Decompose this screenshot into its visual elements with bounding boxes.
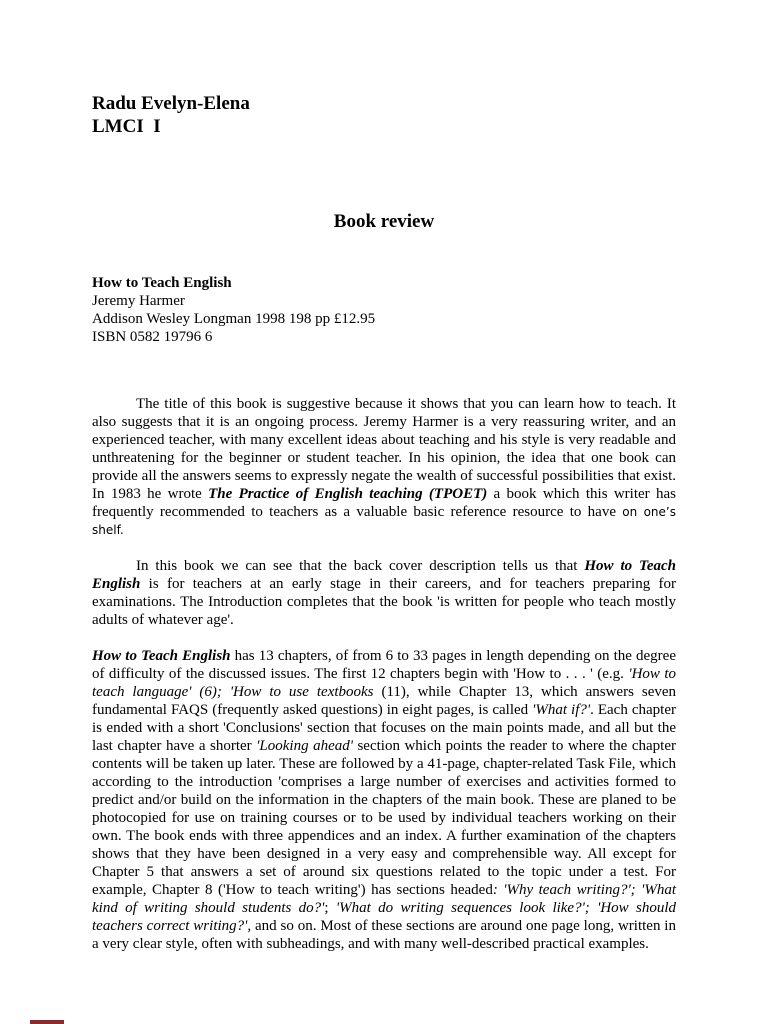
- p3-text-j: ;: [324, 900, 336, 916]
- author-name: Radu Evelyn-Elena: [92, 93, 250, 114]
- p2-book-title: How to Teach English: [92, 558, 676, 592]
- p3-text-f: . Each chapter is ended with a short 'Conclusions' section that focuses on the main points made, and all but the last chapter have a shorter: [92, 702, 676, 754]
- p3-text-i: : 'Why teach writing?'; 'What kind of writing should students do?': [92, 882, 676, 916]
- p3-text-g: 'Looking ahead': [256, 738, 353, 754]
- p3-text-k: 'What do writing sequences look like?'; 'How should teachers correct writing?': [92, 900, 677, 934]
- footer-accent-bar: [30, 1020, 64, 1024]
- book-isbn: ISBN 0582 19796 6: [92, 329, 213, 345]
- p1-text-a: The title of this book is suggestive because it shows that you can learn how to teach. It also suggests that it is an ongoing process. Jeremy Harmer is a very reassuring writer, and an experienced teacher, with many excellent ideas about teaching and his style is very readable and unthreatening for the beginner or student teacher. In his opinion, the idea that one book can provide all the answers seems to expressly negate the wealth of successful possibilities that exist. In 1983 he wrote: [92, 396, 676, 502]
- paragraph-3: [92, 647, 676, 953]
- p3-book-title: How to Teach English: [92, 648, 231, 664]
- p3-text-h: section which points the reader to where the chapter contents will be taken up later. These are followed by a 41-page, chapter-related Task File, which according to the introduction 'comprises a large number of exercises and activities formed to predict and/or build on the information in the chapters of the main book. These are planed to be photocopied for use on training courses or to be used by individual teachers working on their own. The book ends with three appendices and an index. A further examination of the chapters shows that they have been designed in a very easy and comprehensible way. All except for Chapter 5 that answers a set of around six questions related to the topic under a test. For example, Chapter 8 ('How to teach writing') has sections headed: [92, 738, 676, 898]
- p3-text-e: 'What if?': [532, 702, 591, 718]
- p3-text-d: (11), while Chapter 13, which answers seven fundamental FAQS (frequently asked questions) in eight pages, is called: [92, 684, 677, 718]
- review-body: [92, 395, 676, 971]
- p2-text-a: In this book we can see that the back cover description tells us that: [136, 558, 585, 574]
- p3-text-c: 'How to teach language' (6); 'How to use textbooks: [92, 666, 676, 700]
- paragraph-1: [92, 395, 676, 539]
- book-title: How to Teach English: [92, 275, 232, 291]
- book-info: [92, 274, 375, 346]
- p3-text-l: , and so on. Most of these sections are around one page long, written in a very clear style, often with subheadings, and with many well-described practical examples.: [92, 918, 676, 952]
- p2-text-c: is for teachers at an early stage in their careers, and for teachers preparing for examinations. The Introduction completes that the book 'is written for people who teach mostly adults of whatever age'.: [92, 576, 676, 628]
- student-group: LMCI I: [92, 116, 161, 137]
- paragraph-2: [92, 557, 676, 629]
- p1-text-d: on one’s shelf.: [92, 505, 676, 537]
- book-publisher: Addison Wesley Longman 1998 198 pp £12.95: [92, 311, 376, 327]
- p1-text-c: a book which this writer has frequently recommended to teachers as a valuable basic reference resource to have: [92, 486, 676, 520]
- book-author: Jeremy Harmer: [92, 293, 185, 309]
- author-block: [92, 92, 250, 138]
- p3-text-b: has 13 chapters, of from 6 to 33 pages in length depending on the degree of difficulty of the discussed issues. The first 12 chapters begin with 'How to . . . ' (e.g.: [92, 648, 676, 682]
- p1-book-title: The Practice of English teaching (TPOET): [208, 486, 488, 502]
- page-title: Book review: [333, 211, 435, 232]
